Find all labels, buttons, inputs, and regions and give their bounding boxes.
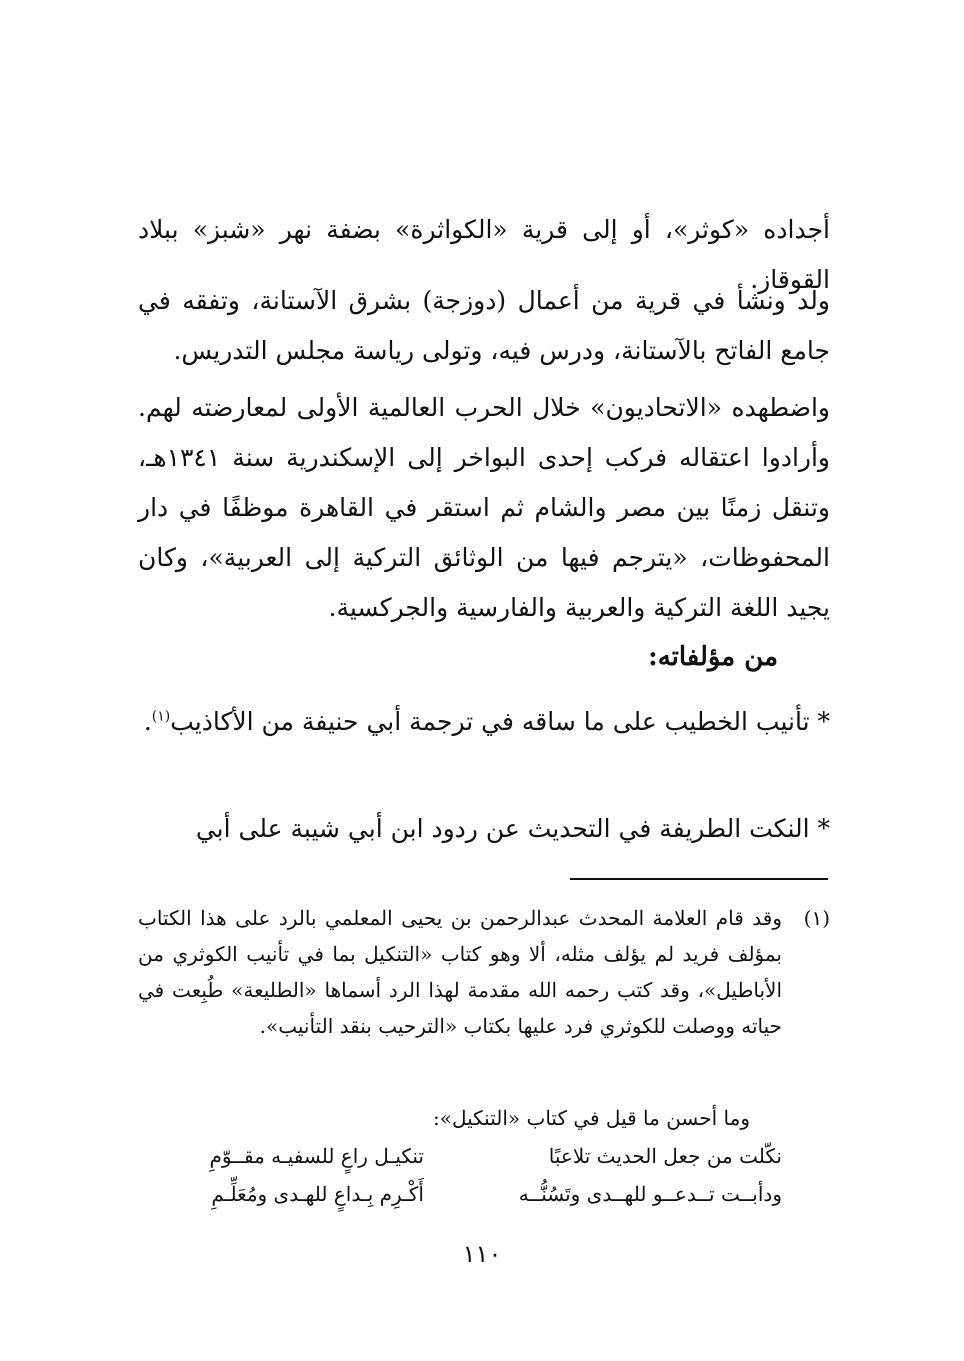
footnote-reference[interactable]: (١) (151, 708, 171, 725)
page-number: ١١٠ (462, 1240, 502, 1268)
verse-first-hemistich: ودأبــت تــدعــو للهــدى وتَسُنُّــه (518, 1182, 782, 1206)
work-item-tanib-text: * تأنيب الخطيب على ما ساقه في ترجمة أبي حنيفة من الأكاذيب (170, 707, 830, 736)
verse-intro: وما أحسن ما قيل في كتاب «التنكيل»: (432, 1106, 750, 1130)
footnote-1 (138, 900, 830, 1044)
verse-second-hemistich: تنكيـل راعٍ للسفيـه مقــوّمِ (209, 1144, 424, 1168)
section-heading-works: من مؤلفاته: (648, 642, 778, 672)
footnote-divider (570, 878, 828, 880)
verse-first-hemistich: نكّلت من جعل الحديث تلاعبًا (548, 1144, 782, 1168)
paragraph-ancestry: أجداده «كوثر»، أو إلى قرية «الكواثرة» بضفة نهر «شبز» ببلاد القوقاز. (138, 215, 830, 294)
work-item-tanib (138, 697, 870, 747)
footnote-text: وقد قام العلامة المحدث عبدالرحمن بن يحيى المعلمي بالرد على هذا الكتاب بمؤلف فريد لم يؤلف مثله، ألا وهو كتاب «التنكيل بما في تأنيب الكوثري من الأباطيل»، وقد كتب رحمه الله مقدمة لهذا الرد أسماها «الطليعة» طُبِعت في حياته ووصلت للكوثري فرد عليها بكتاب «الترحيب بنقد التأنيب». (138, 906, 782, 1038)
verse-line (138, 1138, 830, 1174)
paragraph-persecution: واضطهده «الاتحاديون» خلال الحرب العالمية الأولى لمعارضته لهم. وأرادوا اعتقاله فركب إحدى البواخر إلى الإسكندرية سنة ١٣٤١هـ، وتنقل زمنًا بين مصر والشام ثم استقر في القاهرة موظفًا في دار المحفوظات، «يترجم فيها من الوثائق التركية إلى العربية»، وكان يجيد اللغة التركية والعربية والفارسية والجركسية. (138, 393, 830, 622)
verse-line (138, 1176, 830, 1212)
paragraph-birth: ولد ونشأ في قرية من أعمال (دوزجة) بشرق الآستانة، وتفقه في جامع الفاتح بالآستانة، ودرس فيه، وتولى رياسة مجلس التدريس. (138, 286, 830, 365)
footnote-marker: (١) (803, 906, 830, 930)
verse-second-hemistich: أَكْـرِم بِـداعٍ للهـدى ومُعَلِّـمِ (211, 1182, 424, 1206)
work-item-nukat: * النكت الطريفة في التحديث عن ردود ابن أبي شيبة على أبي (195, 814, 830, 843)
work-item-tanib-end: . (143, 707, 152, 736)
